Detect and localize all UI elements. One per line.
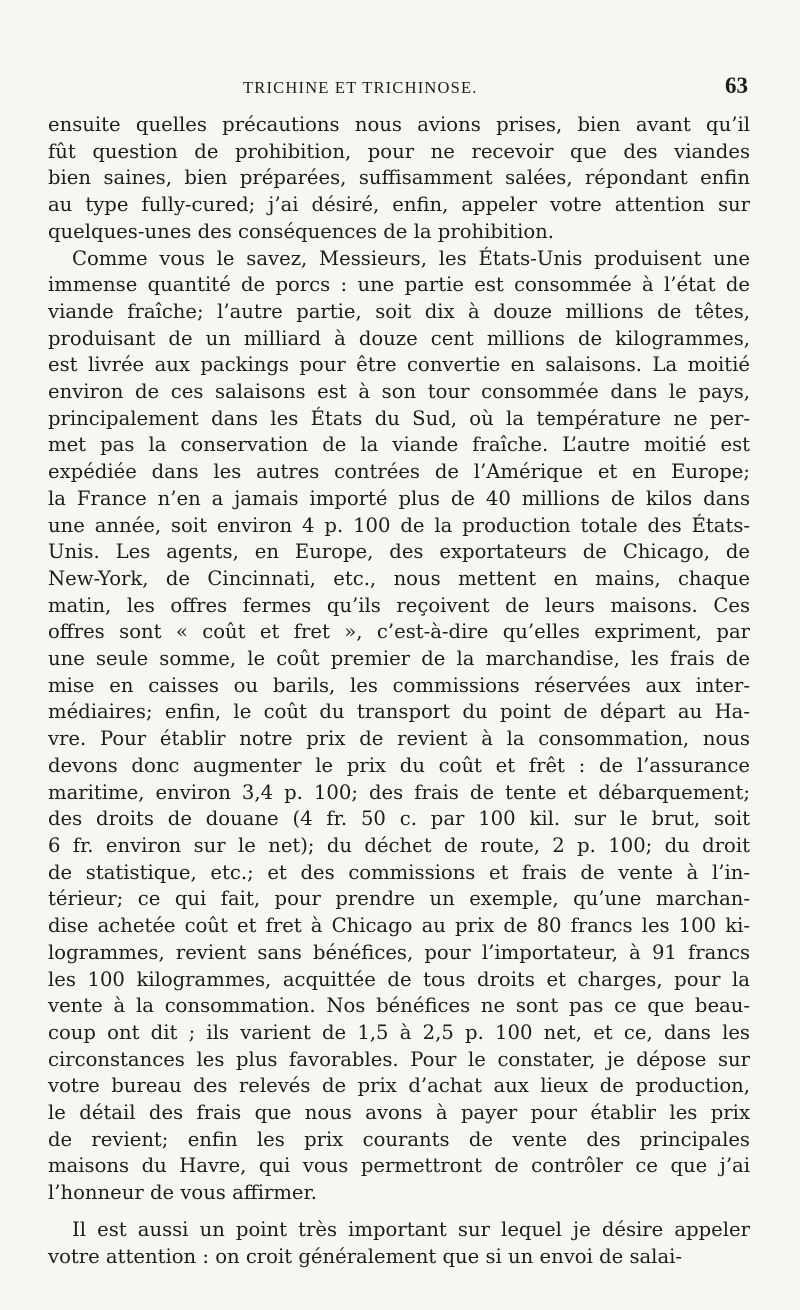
text-line: le détail des frais que nous avons à payer pour établir les prix bbox=[48, 1101, 750, 1125]
text-line: produisant de un milliard à douze cent millions de kilogrammes, bbox=[48, 326, 750, 350]
page-number: 63 bbox=[725, 73, 748, 98]
text-line: l’honneur de vous affirmer. bbox=[48, 1181, 317, 1205]
text-line: circonstances les plus favorables. Pour le constater, je dépose sur bbox=[48, 1047, 750, 1071]
text-line: une seule somme, le coût premier de la marchandise, les frais de bbox=[48, 647, 750, 671]
text-line: maritime, environ 3,4 p. 100; des frais de tente et débarquement; bbox=[48, 780, 750, 804]
text-line: quelques-unes des conséquences de la prohibition. bbox=[48, 219, 554, 243]
body-text bbox=[48, 112, 750, 1270]
text-line: viande fraîche; l’autre partie, soit dix à douze millions de têtes, bbox=[48, 299, 750, 323]
text-line: de revient; enfin les prix courants de vente des principales bbox=[48, 1127, 750, 1151]
text-line: est livrée aux packings pour être convertie en salaisons. La moitié bbox=[48, 353, 750, 377]
text-line: mise en caisses ou barils, les commissions réservées aux inter- bbox=[48, 673, 750, 697]
text-line: de statistique, etc.; et des commissions et frais de vente à l’in- bbox=[48, 860, 750, 884]
text-line: les 100 kilogrammes, acquittée de tous droits et charges, pour la bbox=[48, 967, 750, 991]
text-line: devons donc augmenter le prix du coût et frêt : de l’assurance bbox=[48, 753, 750, 777]
running-title: TRICHINE ET TRICHINOSE. bbox=[243, 78, 478, 97]
text-line: expédiée dans les autres contrées de l’Amérique et en Europe; bbox=[48, 460, 750, 484]
text-line: fût question de prohibition, pour ne recevoir que des viandes bbox=[48, 139, 750, 163]
paragraph bbox=[48, 246, 750, 1207]
text-line: votre attention : on croit généralement que si un envoi de salai- bbox=[48, 1244, 683, 1268]
text-line: matin, les offres fermes qu’ils reçoivent de leurs maisons. Ces bbox=[48, 593, 750, 617]
text-line: votre bureau des relevés de prix d’achat aux lieux de production, bbox=[48, 1074, 750, 1098]
page-header bbox=[48, 70, 750, 104]
paragraph bbox=[48, 112, 750, 246]
paragraph bbox=[48, 1217, 750, 1270]
text-line: la France n’en a jamais importé plus de 40 millions de kilos dans bbox=[48, 486, 750, 510]
text-line: bien saines, bien préparées, suffisamment salées, répondant enfin bbox=[48, 166, 750, 190]
text-line: vre. Pour établir notre prix de revient à la consommation, nous bbox=[48, 727, 750, 751]
text-line: Comme vous le savez, Messieurs, les États-Unis produisent une bbox=[72, 246, 750, 270]
text-line: des droits de douane (4 fr. 50 c. par 100 kil. sur le brut, soit bbox=[48, 807, 750, 831]
text-line: logrammes, revient sans bénéfices, pour l’importateur, à 91 francs bbox=[48, 940, 750, 964]
text-line: dise achetée coût et fret à Chicago au prix de 80 francs les 100 ki- bbox=[48, 914, 750, 938]
text-line: maisons du Havre, qui vous permettront de contrôler ce que j’ai bbox=[48, 1154, 750, 1178]
text-line: immense quantité de porcs : une partie est consommée à l’état de bbox=[48, 273, 750, 297]
text-line: au type fully-cured; j’ai désiré, enfin, appeler votre attention sur bbox=[48, 193, 750, 217]
text-line: offres sont « coût et fret », c’est-à-dire qu’elles expriment, par bbox=[48, 620, 750, 644]
text-line: environ de ces salaisons est à son tour consommée dans le pays, bbox=[48, 380, 750, 404]
text-line: une année, soit environ 4 p. 100 de la production totale des États- bbox=[48, 513, 750, 537]
text-line: New-York, de Cincinnati, etc., nous mettent en mains, chaque bbox=[48, 566, 750, 590]
text-line: principalement dans les États du Sud, où la température ne per- bbox=[48, 406, 750, 430]
text-line: ensuite quelles précautions nous avions prises, bien avant qu’il bbox=[48, 113, 750, 136]
text-line: médiaires; enfin, le coût du transport du point de départ au Ha- bbox=[48, 700, 750, 724]
text-line: 6 fr. environ sur le net); du déchet de route, 2 p. 100; du droit bbox=[48, 833, 750, 857]
text-line: coup ont dit ; ils varient de 1,5 à 2,5 p. 100 net, et ce, dans les bbox=[48, 1020, 750, 1044]
text-line: met pas la conservation de la viande fraîche. L’autre moitié est bbox=[48, 433, 750, 457]
text-line: térieur; ce qui fait, pour prendre un exemple, qu’une marchan- bbox=[48, 887, 750, 911]
text-line: vente à la consommation. Nos bénéfices ne sont pas ce que beau- bbox=[48, 994, 750, 1018]
text-line: Unis. Les agents, en Europe, des exportateurs de Chicago, de bbox=[48, 540, 750, 564]
text-line: Il est aussi un point très important sur lequel je désire appeler bbox=[72, 1217, 750, 1241]
